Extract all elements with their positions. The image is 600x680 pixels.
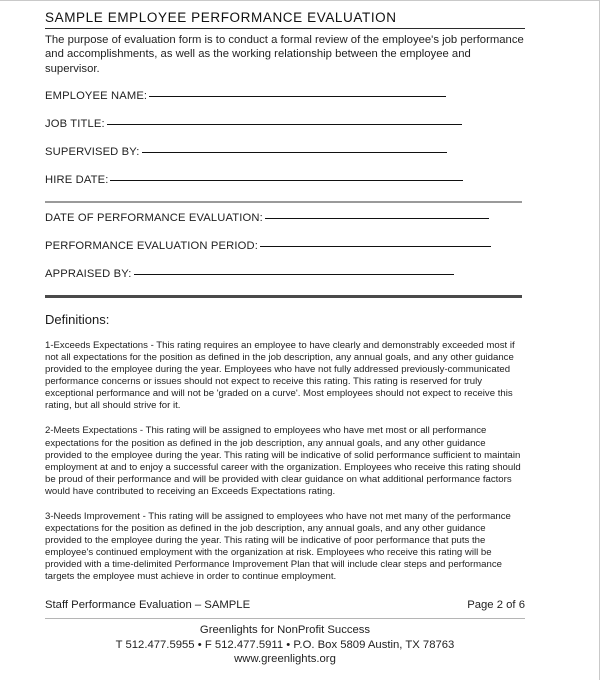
- field-input-line[interactable]: [107, 124, 462, 125]
- field-employee-name[interactable]: [45, 90, 525, 102]
- footer-website: www.greenlights.org: [234, 653, 336, 666]
- field-label: SUPERVISED BY:: [45, 145, 140, 158]
- footer-top-row: [45, 599, 525, 611]
- field-input-line[interactable]: [149, 96, 446, 97]
- evaluation-info-fields: [45, 212, 525, 280]
- definition-needs-improvement: 3-Needs Improvement - This rating will be assigned to employees who have not met many of the performance expectations for the position as defined in the job description, any annual goals, and any other guidance provided to the employee during the year. This rating will be indicative of poor performance that puts the employee's continued employment with the organization at risk. Employees who receive this rating will be provided with a time-delimited Performance Improvement Plan that will include clear steps and performance targets the employee must achieve in order to continue employment.: [45, 511, 511, 583]
- footer-document-name: Staff Performance Evaluation – SAMPLE: [45, 599, 251, 611]
- footer-page-number: Page 2 of 6: [467, 599, 525, 611]
- definition-exceeds-expectations: 1-Exceeds Expectations - This rating requires an employee to have clearly and demonstrably exceeded most if not all expectations for the position as defined in the job description, any annual goals, and any other guidance provided to the employee during the year. Employees who have not fully addressed previously-communicated performance concerns or issues should not expect to receive this rating. This rating is reserved for truly exceptional performance and will not be 'graded on a curve'. Most employees should not expect to receive this rating, but all should strive for it.: [45, 339, 515, 412]
- page-title: SAMPLE EMPLOYEE PERFORMANCE EVALUATION: [45, 10, 525, 29]
- field-performance-evaluation-period[interactable]: [45, 240, 525, 252]
- field-input-line[interactable]: [260, 246, 491, 247]
- footer-organization-block: [45, 623, 525, 667]
- section-divider-upper: [45, 201, 522, 203]
- field-label: PERFORMANCE EVALUATION PERIOD:: [45, 239, 258, 252]
- employee-info-fields: [45, 90, 525, 186]
- intro-paragraph: The purpose of evaluation form is to conduct a formal review of the employee's job performance and accomplishments, as well as the working relationship between the employee and supervisor.: [45, 34, 524, 75]
- field-input-line[interactable]: [134, 274, 454, 275]
- field-label: APPRAISED BY:: [45, 267, 132, 280]
- field-date-of-performance-evaluation[interactable]: [45, 212, 525, 224]
- field-hire-date[interactable]: [45, 174, 525, 186]
- footer-organization-name: Greenlights for NonProfit Success: [199, 624, 371, 636]
- field-input-line[interactable]: [265, 218, 489, 219]
- document-content: [45, 10, 525, 584]
- footer-divider: [45, 618, 525, 619]
- definitions-heading: Definitions:: [45, 311, 110, 327]
- field-appraised-by[interactable]: [45, 268, 525, 280]
- page-footer: [45, 599, 525, 667]
- field-supervised-by[interactable]: [45, 146, 525, 158]
- field-input-line[interactable]: [110, 180, 463, 181]
- definition-meets-expectations: 2-Meets Expectations - This rating will be assigned to employees who have met most or all performance expectations for the position as defined in the job description, any annual goals, and any other guidance provided to the employee during the year. This rating will be indicative of solid performance sufficient to maintain employment at and to enjoy a successful career with the organization. Employees who receive this rating should be proud of their performance and will be provided with clear guidance on what additional performance factors would have contributed to receiving an Exceeds Expectations rating.: [45, 425, 521, 497]
- field-label: EMPLOYEE NAME:: [45, 89, 148, 102]
- footer-contact-info: T 512.477.5955 • F 512.477.5911 • P.O. Box 5809 Austin, TX 78763: [115, 638, 455, 651]
- field-label: JOB TITLE:: [45, 117, 105, 130]
- field-job-title[interactable]: [45, 118, 525, 130]
- section-divider-lower: [45, 295, 522, 298]
- field-label: DATE OF PERFORMANCE EVALUATION:: [45, 211, 263, 224]
- field-label: HIRE DATE:: [45, 173, 109, 186]
- field-input-line[interactable]: [142, 152, 447, 153]
